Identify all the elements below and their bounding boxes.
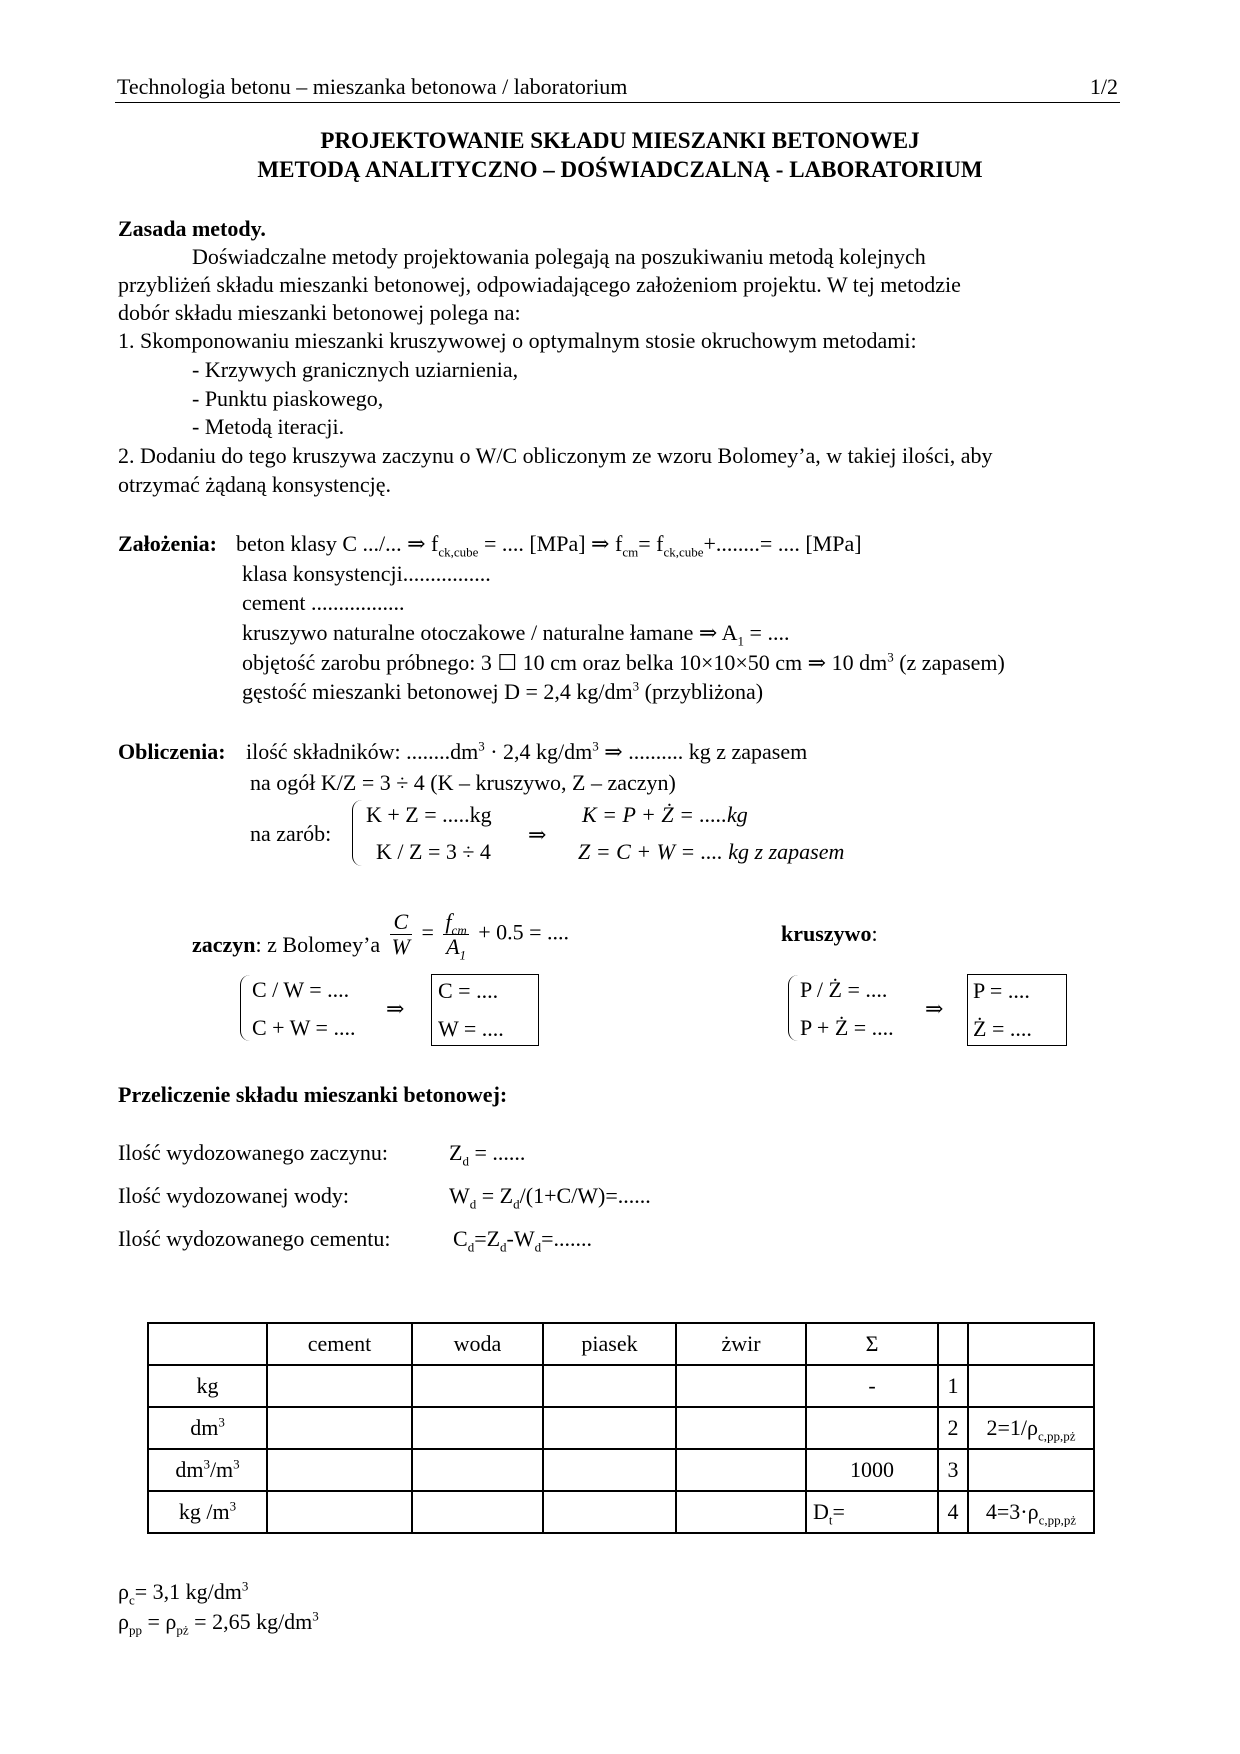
dosage-label: Ilość wydozowanego cementu: — [118, 1226, 391, 1251]
table-header-cell — [938, 1323, 968, 1365]
row-unit: kg — [148, 1365, 267, 1407]
document-title-line1: PROJEKTOWANIE SKŁADU MIESZANKI BETONOWEJ — [320, 128, 920, 153]
system-eq-2: K / Z = 3 ÷ 4 — [376, 839, 491, 864]
calc-zarob-label: na zarób: — [250, 821, 332, 846]
system-eq-1: K + Z = .....kg — [366, 802, 492, 827]
zaczyn-result-c: C = .... — [438, 978, 499, 1003]
table-header-cell: woda — [412, 1323, 543, 1365]
arrow-icon: ⇒ — [386, 996, 405, 1021]
row-unit: $dm^3$ — [148, 1407, 267, 1449]
input-cell[interactable] — [267, 1365, 412, 1407]
table-header-row — [148, 1323, 1094, 1365]
row-note — [968, 1449, 1094, 1491]
kruszywo-result-z: Ż = .... — [973, 1016, 1032, 1041]
zaczyn-formula: zaczyn: z Bolomey’a $\frac{C}{W}$ = $\frac{f_{cm}}{A_1}$ + 0.5 = .... — [192, 909, 570, 963]
brace-icon — [352, 800, 363, 866]
sum-cell: - — [806, 1365, 938, 1407]
zaczyn-result-box — [431, 974, 539, 1046]
input-cell[interactable] — [412, 1365, 543, 1407]
kruszywo-label: kruszywo: — [781, 921, 878, 946]
section-label-obliczenia: Obliczenia: — [118, 739, 226, 764]
density-cement: $\rho_c= 3,1$ $kg/dm^3$ — [118, 1578, 249, 1608]
dosage-formula: $Z_d$ = ...... — [449, 1140, 526, 1169]
row-note — [968, 1365, 1094, 1407]
brace-icon — [788, 975, 799, 1041]
document-title-line2: METODĄ ANALITYCZNO – DOŚWIADCZALNĄ - LABORATORIUM — [257, 157, 983, 182]
paragraph-line: przybliżeń składu mieszanki betonowej, odpowiadającego założeniom projektu. W tej metodzie — [118, 272, 961, 297]
input-cell[interactable] — [543, 1491, 676, 1533]
table-header-cell: cement — [267, 1323, 412, 1365]
assumption-cement: cement ................. — [242, 590, 405, 615]
paragraph-line: 2. Dodaniu do tego kruszywa zaczynu o W/C obliczonym ze wzoru Bolomey’a, w takiej ilości, aby — [118, 443, 993, 468]
input-cell[interactable] — [412, 1407, 543, 1449]
row-number: 4 — [938, 1491, 968, 1533]
section-heading-zasada: Zasada metody. — [118, 216, 266, 241]
calc-quantity: ilość składników: $........dm^3 \cdot 2,4$ $kg/dm^3$ ⇒ .......... kg z zapasem — [246, 738, 808, 764]
zaczyn-eq-1: C / W = .... — [252, 977, 350, 1002]
row-unit: $dm^3/m^3$ — [148, 1449, 267, 1491]
dosage-label: Ilość wydozowanego zaczynu: — [118, 1140, 389, 1165]
arrow-icon: ⇒ — [925, 996, 944, 1021]
table-header-cell: piasek — [543, 1323, 676, 1365]
input-cell[interactable] — [267, 1449, 412, 1491]
row-note: $4=3\cdot\rho_{c,pp,pż}$ — [968, 1491, 1094, 1533]
table-header-cell: Σ — [806, 1323, 938, 1365]
result-eq-1: K = P + Ż = .....kg — [582, 802, 748, 827]
kruszywo-result-box — [967, 974, 1067, 1046]
row-note: $2=1/\rho_{c,pp,pż}$ — [968, 1407, 1094, 1449]
dosage-label: Ilość wydozowanej wody: — [118, 1183, 349, 1208]
zaczyn-eq-2: C + W = .... — [252, 1015, 356, 1040]
input-cell[interactable] — [412, 1491, 543, 1533]
table-row — [148, 1407, 1094, 1449]
input-cell[interactable] — [412, 1449, 543, 1491]
list-item: - Metodą iteracji. — [192, 414, 345, 439]
assumption-aggregate: kruszywo naturalne otoczakowe / naturalne łamane ⇒ $A_1$ = .... — [242, 620, 790, 649]
kruszywo-eq-1: P / Ż = .... — [800, 977, 888, 1002]
paragraph-line: Doświadczalne metody projektowania polegają na poszukiwaniu metodą kolejnych — [192, 244, 926, 269]
input-cell[interactable] — [543, 1407, 676, 1449]
section-heading-przeliczenie: Przeliczenie składu mieszanki betonowej: — [118, 1082, 508, 1107]
input-cell[interactable] — [676, 1365, 806, 1407]
input-cell[interactable] — [267, 1407, 412, 1449]
row-unit: kg $/m^3$ — [148, 1491, 267, 1533]
input-cell[interactable] — [543, 1449, 676, 1491]
input-cell[interactable] — [267, 1491, 412, 1533]
input-cell[interactable] — [676, 1449, 806, 1491]
kruszywo-eq-2: P + Ż = .... — [800, 1015, 894, 1040]
brace-icon — [240, 975, 251, 1041]
paragraph-line: otrzymać żądaną konsystencję. — [118, 472, 392, 497]
row-number: 1 — [938, 1365, 968, 1407]
table-row — [148, 1491, 1094, 1533]
row-number: 2 — [938, 1407, 968, 1449]
assumption-batch-volume: objętość zarobu próbnego: 3 ☐ 10 cm oraz belka 10×10×50 cm ⇒ 10 $dm^3$ (z zapasem) — [242, 649, 1005, 675]
page-number: 1/2 — [1089, 74, 1118, 99]
assumption-concrete-class: beton klasy C .../... ⇒ $f_{ck,cube}$ = .... [MPa] ⇒ $f_{cm}= f_{ck,cube}+........=$ .... [MPa] — [236, 531, 862, 560]
input-cell[interactable] — [676, 1491, 806, 1533]
header-course-title: Technologia betonu – mieszanka betonowa / laboratorium — [117, 74, 628, 99]
sum-cell: 1000 — [806, 1449, 938, 1491]
section-label-zalozenia: Założenia: — [118, 531, 217, 556]
arrow-icon: ⇒ — [528, 822, 547, 847]
paragraph-line: dobór składu mieszanki betonowej polega na: — [118, 300, 521, 325]
table-header-cell — [968, 1323, 1094, 1365]
table-row — [148, 1449, 1094, 1491]
list-item: - Krzywych granicznych uziarnienia, — [192, 357, 519, 382]
dosage-formula: $C_d=Z_d-W_d=$....... — [453, 1226, 593, 1255]
table-header-cell: żwir — [676, 1323, 806, 1365]
calc-ratio-note: na ogół K/Z = 3 ÷ 4 (K – kruszywo, Z – zaczyn) — [250, 770, 676, 795]
row-number: 3 — [938, 1449, 968, 1491]
assumption-consistency: klasa konsystencji................ — [242, 561, 491, 586]
kruszywo-result-p: P = .... — [973, 978, 1030, 1003]
sum-cell — [806, 1407, 938, 1449]
input-cell[interactable] — [543, 1365, 676, 1407]
zaczyn-result-w: W = .... — [438, 1016, 504, 1041]
dosage-formula: $W_d = Z_d/(1+C/W)=$...... — [449, 1183, 651, 1212]
page-header — [115, 74, 1120, 103]
table-header-cell — [148, 1323, 267, 1365]
list-item: - Punktu piaskowego, — [192, 386, 384, 411]
assumption-density: gęstość mieszanki betonowej D = 2,4 $kg/dm^3$ (przybliżona) — [242, 678, 764, 704]
table-row — [148, 1365, 1094, 1407]
result-eq-2: Z = C + W = .... kg z zapasem — [578, 839, 845, 864]
mix-composition-table — [147, 1322, 1095, 1534]
density-aggregate: $\rho_{pp} = \rho_{pż} = 2,65$ $kg/dm^3$ — [118, 1608, 319, 1638]
sum-cell: $D_t=$ — [806, 1491, 938, 1533]
paragraph-line: 1. Skomponowaniu mieszanki kruszywowej o optymalnym stosie okruchowym metodami: — [118, 328, 917, 353]
input-cell[interactable] — [676, 1407, 806, 1449]
